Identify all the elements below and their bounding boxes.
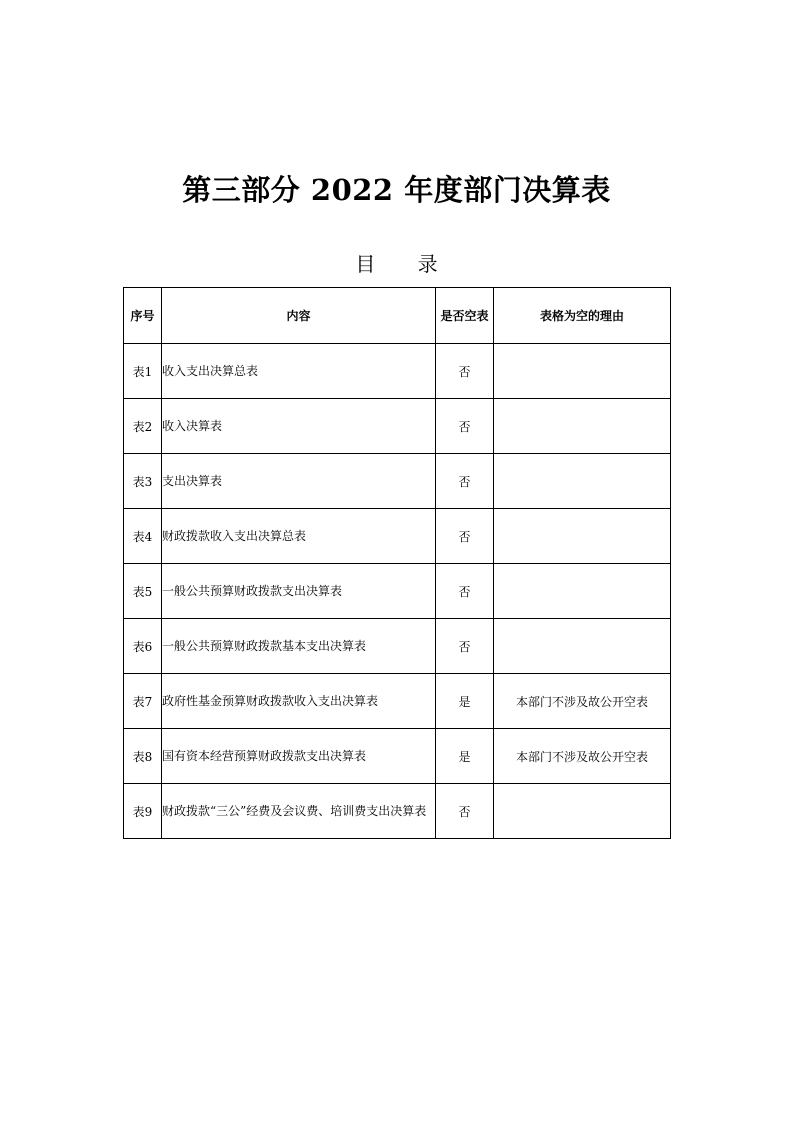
row-reason [494,509,671,564]
row-reason [494,454,671,509]
row-reason [494,784,671,839]
row-reason: 本部门不涉及故公开空表 [494,729,671,784]
row-no: 表2 [124,399,162,454]
table-row [124,729,671,784]
row-content: 一般公共预算财政拨款支出决算表 [162,564,436,619]
row-is-empty: 否 [436,619,494,674]
row-no: 表9 [124,784,162,839]
table-row [124,399,671,454]
toc-heading: 目 录 [355,252,456,276]
row-content: 收入支出决算总表 [162,344,436,399]
row-no: 表1 [124,344,162,399]
row-no: 表6 [124,619,162,674]
row-no: 表8 [124,729,162,784]
row-no: 表5 [124,564,162,619]
row-is-empty: 否 [436,399,494,454]
row-content: 收入决算表 [162,399,436,454]
table-row [124,674,671,729]
row-reason [494,619,671,674]
row-content: 财政拨款“三公”经费及会议费、培训费支出决算表 [162,784,436,839]
row-reason [494,399,671,454]
row-is-empty: 否 [436,784,494,839]
toc-table [123,287,671,839]
header-reason: 表格为空的理由 [494,288,671,344]
header-content: 内容 [162,288,436,344]
row-is-empty: 否 [436,509,494,564]
header-is-empty: 是否空表 [436,288,494,344]
row-content: 财政拨款收入支出决算总表 [162,509,436,564]
header-no: 序号 [124,288,162,344]
table-row [124,454,671,509]
row-is-empty: 是 [436,674,494,729]
row-content: 政府性基金预算财政拨款收入支出决算表 [162,674,436,729]
table-row [124,784,671,839]
table-row [124,344,671,399]
row-is-empty: 否 [436,454,494,509]
row-reason [494,344,671,399]
row-is-empty: 是 [436,729,494,784]
row-no: 表3 [124,454,162,509]
row-reason: 本部门不涉及故公开空表 [494,674,671,729]
table-row [124,619,671,674]
row-content: 支出决算表 [162,454,436,509]
row-is-empty: 否 [436,344,494,399]
row-content: 一般公共预算财政拨款基本支出决算表 [162,619,436,674]
row-reason [494,564,671,619]
row-no: 表4 [124,509,162,564]
row-content: 国有资本经营预算财政拨款支出决算表 [162,729,436,784]
table-row [124,564,671,619]
row-is-empty: 否 [436,564,494,619]
table-header-row [124,288,671,344]
table-row [124,509,671,564]
page-title: 第三部分 2022 年度部门决算表 [182,173,611,207]
row-no: 表7 [124,674,162,729]
